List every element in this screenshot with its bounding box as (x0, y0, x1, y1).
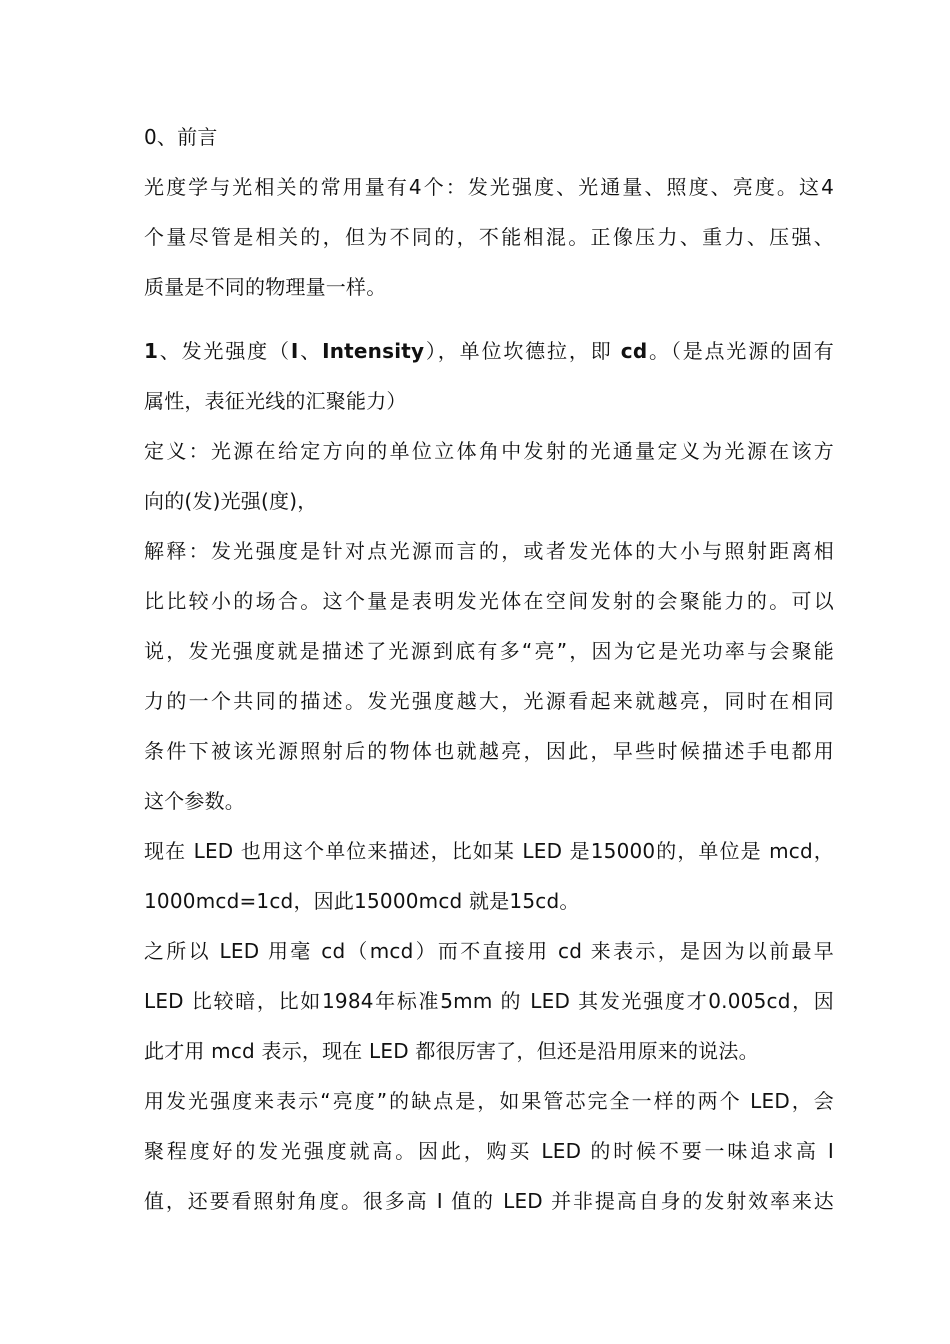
document-page (144, 112, 834, 1226)
drawback-paragraph (144, 1076, 834, 1226)
title-text: 。（是点光源的固有 (647, 339, 835, 363)
section-1-title-line: 属性，表征光线的汇聚能力） (144, 389, 407, 413)
led-unit-line: 现在 LED 也用这个单位来描述，比如某 LED 是15000的，单位是 mcd， (144, 839, 834, 863)
explanation-line: 说，发光强度就是描述了光源到底有多“亮”，因为它是光功率与会聚能 (144, 639, 834, 663)
explanation-line: 解释：发光强度是针对点光源而言的，或者发光体的大小与照射距离相 (144, 539, 834, 563)
explanation-paragraph (144, 526, 834, 826)
heading-preface: 0、前言 (144, 125, 218, 149)
definition-paragraph (144, 426, 834, 526)
title-symbol: I (290, 339, 299, 363)
definition-line: 定义：光源在给定方向的单位立体角中发射的光通量定义为光源在该方 (144, 439, 834, 463)
mcd-reason-line: 之所以 LED 用毫 cd（mcd）而不直接用 cd 来表示，是因为以前最早 (144, 939, 834, 963)
mcd-reason-line: LED 比较暗，比如1984年标准5mm 的 LED 其发光强度才0.005cd，因 (144, 989, 834, 1013)
led-unit-paragraph (144, 826, 834, 926)
title-unit: cd (620, 339, 648, 363)
title-term: Intensity (322, 339, 425, 363)
mcd-reason-paragraph (144, 926, 834, 1076)
definition-line: 向的(发)光强(度)， (144, 489, 318, 513)
section-1-title-line (144, 326, 834, 376)
intro-paragraph (144, 162, 834, 312)
drawback-line: 用发光强度来表示“亮度”的缺点是，如果管芯完全一样的两个 LED，会 (144, 1089, 834, 1113)
intro-line: 质量是不同的物理量一样。 (144, 275, 387, 299)
explanation-line: 这个参数。 (144, 789, 245, 813)
title-text: ），单位坎德拉，即 (424, 339, 621, 363)
explanation-line: 条件下被该光源照射后的物体也就越亮，因此，早些时候描述手电都用 (144, 739, 834, 763)
explanation-line: 比比较小的场合。这个量是表明发光体在空间发射的会聚能力的。可以 (144, 589, 834, 613)
drawback-line: 聚程度好的发光强度就高。因此，购买 LED 的时候不要一味追求高 I (144, 1139, 834, 1163)
intro-line: 个量尽管是相关的，但为不同的，不能相混。正像压力、重力、压强、 (144, 225, 834, 249)
explanation-line: 力的一个共同的描述。发光强度越大，光源看起来就越亮，同时在相同 (144, 689, 834, 713)
title-text: 、 (298, 339, 323, 363)
intro-line: 光度学与光相关的常用量有4个：发光强度、光通量、照度、亮度。这4 (144, 175, 834, 199)
section-number: 1 (144, 339, 159, 363)
mcd-reason-line: 此才用 mcd 表示，现在 LED 都很厉害了，但还是沿用原来的说法。 (144, 1039, 759, 1063)
drawback-line: 值，还要看照射角度。很多高 I 值的 LED 并非提高自身的发射效率来达 (144, 1189, 834, 1213)
led-unit-line: 1000mcd=1cd，因此15000mcd 就是15cd。 (144, 889, 580, 913)
section-1-title (144, 326, 834, 426)
title-text: 、发光强度（ (158, 339, 291, 363)
